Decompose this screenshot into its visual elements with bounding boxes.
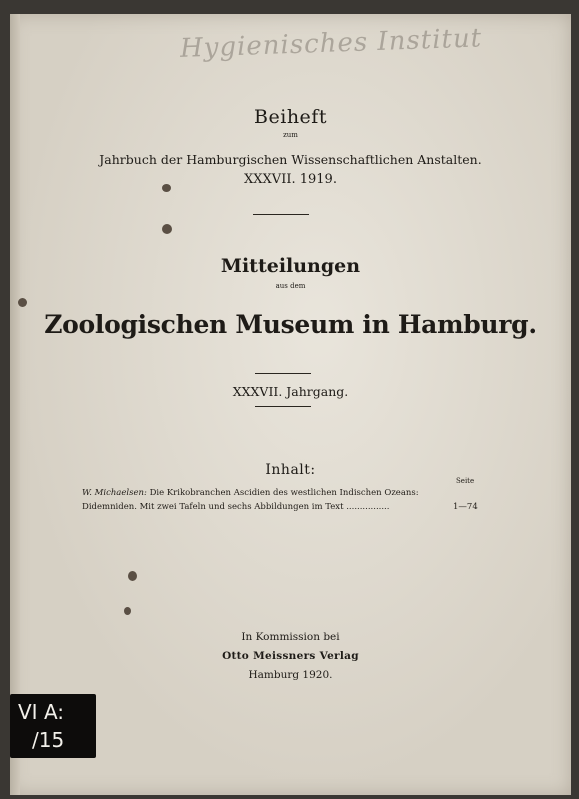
- entry-author: W. Michaelsen:: [82, 488, 147, 498]
- jahrgang-text: XXXVII. Jahrgang.: [232, 384, 349, 399]
- call-number-label: [10, 694, 96, 758]
- publisher-line3: Hamburg 1920.: [248, 669, 333, 681]
- entry-title-line2: Didemniden. Mit zwei Tafeln und sechs Abbildungen im Text: [82, 502, 344, 512]
- zum-text: zum: [283, 131, 298, 139]
- beiheft-heading: Beiheft: [254, 106, 327, 128]
- divider-rule: [253, 214, 309, 215]
- volume-year: XXXVII. 1919.: [244, 172, 337, 187]
- divider-rule: [255, 373, 311, 374]
- entry-pages: 1—74: [453, 502, 478, 512]
- divider-rule: [255, 406, 311, 407]
- call-number-line2: /15: [32, 728, 65, 752]
- contents-entry-line2: [82, 502, 389, 512]
- call-number-line1: VI A:: [18, 700, 65, 724]
- stain-spot: [124, 607, 131, 615]
- entry-leader: ................: [346, 502, 390, 512]
- stain-spot: [128, 571, 137, 581]
- jahrbuch-title: Jahrbuch der Hamburgischen Wissenschaftlichen Anstalten.: [99, 152, 482, 167]
- stain-spot: [18, 298, 27, 307]
- contents-entry-line1: [82, 488, 419, 498]
- aus-dem-text: aus dem: [275, 282, 306, 290]
- museum-title: Zoologischen Museum in Hamburg.: [44, 310, 537, 339]
- document-page: [10, 14, 571, 795]
- publisher-line1: In Kommission bei: [241, 631, 340, 643]
- stain-spot: [162, 224, 172, 234]
- seite-label: Seite: [456, 477, 475, 485]
- handwritten-note: Hygienisches Institut: [179, 23, 483, 64]
- contents-heading: Inhalt:: [265, 462, 316, 478]
- publisher-line2: Otto Meissners Verlag: [222, 650, 359, 662]
- entry-title-line1: Die Krikobranchen Ascidien des westlichen Indischen Ozeans:: [149, 488, 419, 498]
- mitteilungen-heading: Mitteilungen: [220, 255, 361, 277]
